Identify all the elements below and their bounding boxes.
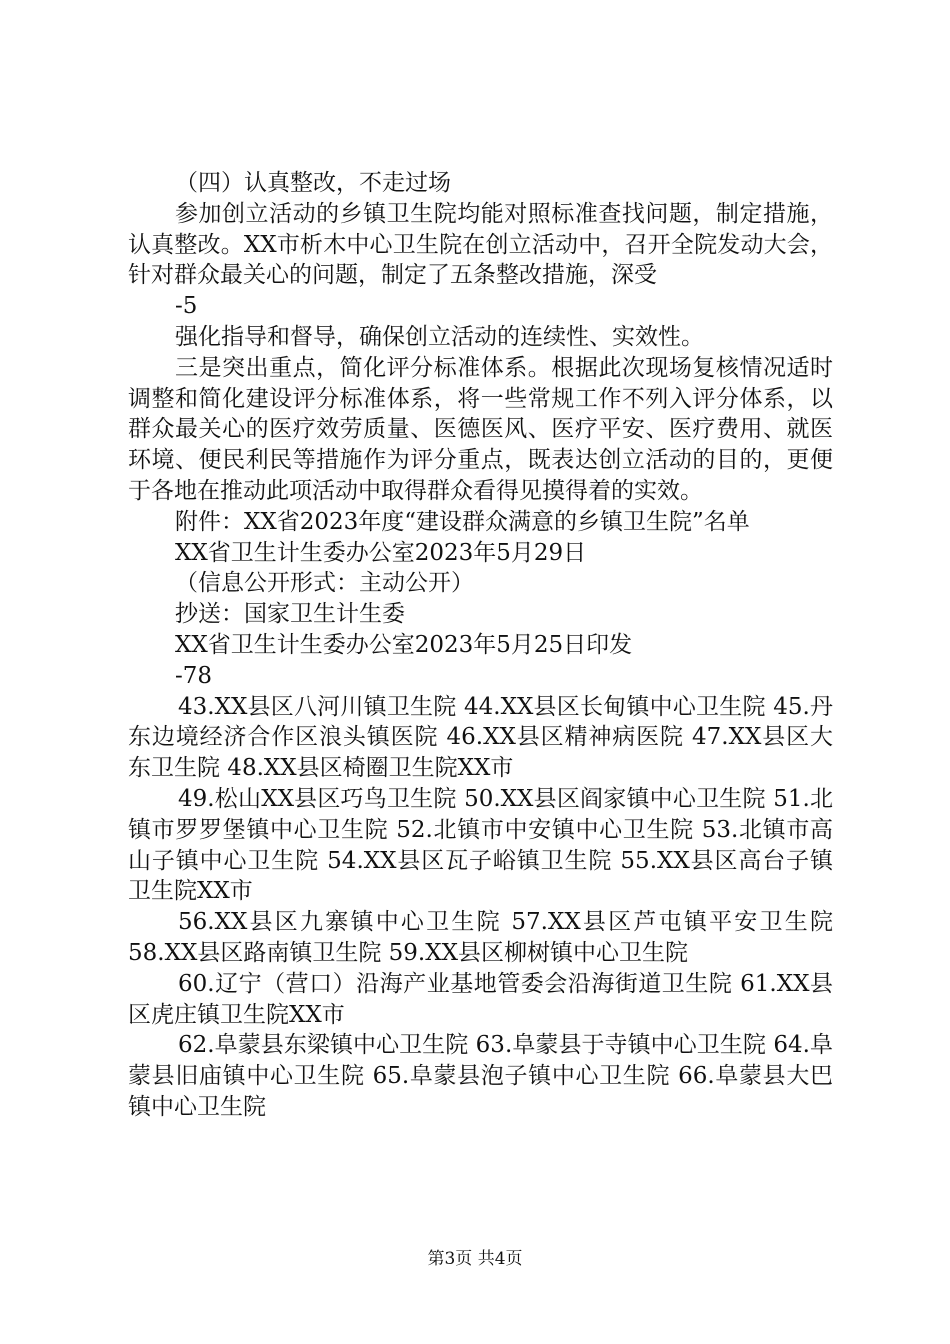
paragraph: 参加创立活动的乡镇卫生院均能对照标准查找问题，制定措施，认真整改。XX市析木中心卫生院在创立活动中，召开全院发动大会，针对群众最关心的问题，制定了五条整改措施，深受 [128,200,833,289]
cc-line: 抄送：国家卫生计生委 [175,601,405,628]
list-paragraph: 62.阜蒙县东梁镇中心卫生院 63.阜蒙县于寺镇中心卫生院 64.阜蒙县旧庙镇中心卫生院 65.阜蒙县泡子镇中心卫生院 66.阜蒙县大巴镇中心卫生院 [128,1032,833,1120]
paragraph: 三是突出重点，简化评分标准体系。根据此次现场复核情况适时调整和简化建设评分标准体系，将一些常规工作不列入评分体系，以群众最关心的医疗效劳质量、医德医风、医疗平安、医疗费用、就医环境、便民利民等措施作为评分重点，既表达创立活动的目的，更便于各地在推动此项活动中取得群众看得见摸得着的实效。 [128,354,833,504]
page-fragment-number: -78 [175,662,213,689]
section-heading: （四）认真整改，不走过场 [175,170,451,196]
page-footer: 第3页 共4页 [427,1249,523,1269]
list-paragraph: 56.XX县区九寨镇中心卫生院 57.XX县区芦屯镇平安卫生院 58.XX县区路南镇卫生院 59.XX县区柳树镇中心卫生院 [128,909,833,966]
attachment-line: 附件：XX省2023年度“建设群众满意的乡镇卫生院”名单 [175,508,750,535]
list-paragraph: 49.松山XX县区巧鸟卫生院 50.XX县区阎家镇中心卫生院 51.北镇市罗罗堡镇中心卫生院 52.北镇市中安镇中心卫生院 53.北镇市高山子镇中心卫生院 54.XX县区瓦子峪镇卫生院 55.XX县区高台子镇卫生院XX市 [128,785,833,905]
document-body [128,168,833,1123]
paragraph: 强化指导和督导，确保创立活动的连续性、实效性。 [175,323,704,350]
disclosure-line: （信息公开形式：主动公开） [175,570,474,597]
list-paragraph: 43.XX县区八河川镇卫生院 44.XX县区长甸镇中心卫生院 45.丹东边境经济合作区浪头镇医院 46.XX县区精神病医院 47.XX县区大东卫生院 48.XX县区椅圈卫生院XX市 [128,693,833,782]
print-date-line: XX省卫生计生委办公室2023年5月25日印发 [175,631,633,658]
page-fragment-number: -5 [175,293,198,320]
issuer-date-line: XX省卫生计生委办公室2023年5月29日 [175,539,587,566]
list-paragraph: 60.辽宁（营口）沿海产业基地管委会沿海街道卫生院 61.XX县区虎庄镇卫生院XX市 [128,970,833,1028]
